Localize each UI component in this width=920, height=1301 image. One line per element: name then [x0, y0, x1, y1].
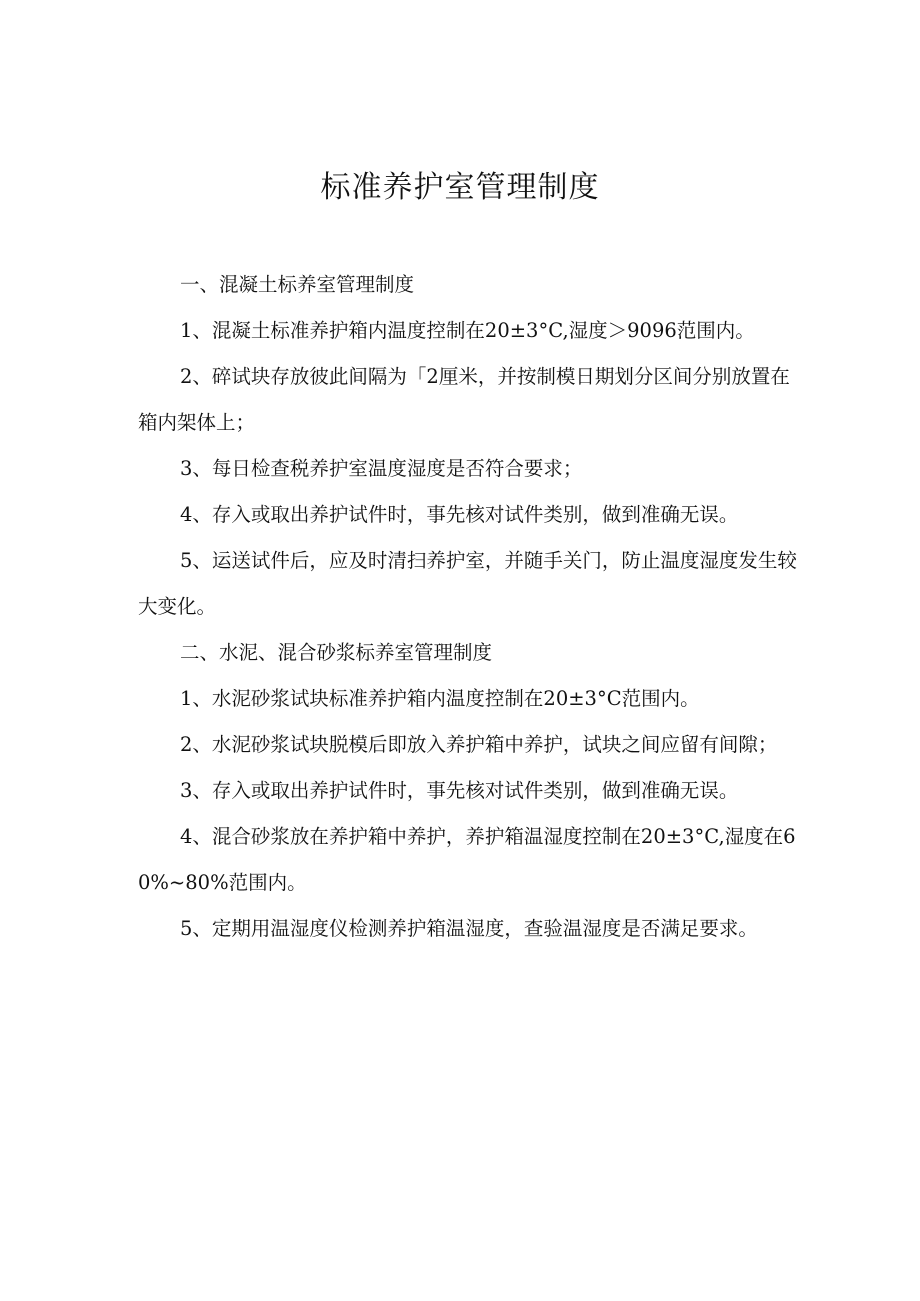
- concrete-rule-3: 3、每日检查税养护室温度湿度是否符合要求；: [180, 457, 583, 480]
- mortar-rule-2: 2、水泥砂浆试块脱模后即放入养护箱中养护，试块之间应留有间隙；: [180, 733, 778, 756]
- concrete-rule-2: 2、碎试块存放彼此间隔为「2厘米，并按制模日期划分区间分别放置在箱内架体上；: [138, 365, 790, 434]
- mortar-rule-3: 3、存入或取出养护试件时，事先核对试件类别，做到准确无误。: [180, 779, 739, 802]
- concrete-rule-4: 4、存入或取出养护试件时，事先核对试件类别，做到准确无误。: [180, 503, 739, 526]
- concrete-rule-5: 5、运送试件后，应及时清扫养护室，并随手关门，防止温度湿度发生较大变化。: [138, 549, 797, 618]
- document-title: 标准养护室管理制度: [320, 170, 600, 205]
- concrete-rule-1: 1、混凝土标准养护箱内温度控制在20±3°C,湿度＞9096范围内。: [180, 319, 755, 342]
- mortar-rule-1: 1、水泥砂浆试块标准养护箱内温度控制在20±3°C范围内。: [180, 687, 700, 710]
- section-heading-concrete: 一、混凝土标养室管理制度: [180, 273, 415, 296]
- mortar-rule-4: 4、混合砂浆放在养护箱中养护，养护箱温湿度控制在20±3°C,湿度在60%~80%范围内。: [138, 825, 796, 894]
- document-body: [138, 262, 798, 952]
- section-heading-cement-mortar: 二、水泥、混合砂浆标养室管理制度: [180, 641, 493, 664]
- mortar-rule-5: 5、定期用温湿度仪检测养护箱温湿度，查验温湿度是否满足要求。: [180, 917, 758, 940]
